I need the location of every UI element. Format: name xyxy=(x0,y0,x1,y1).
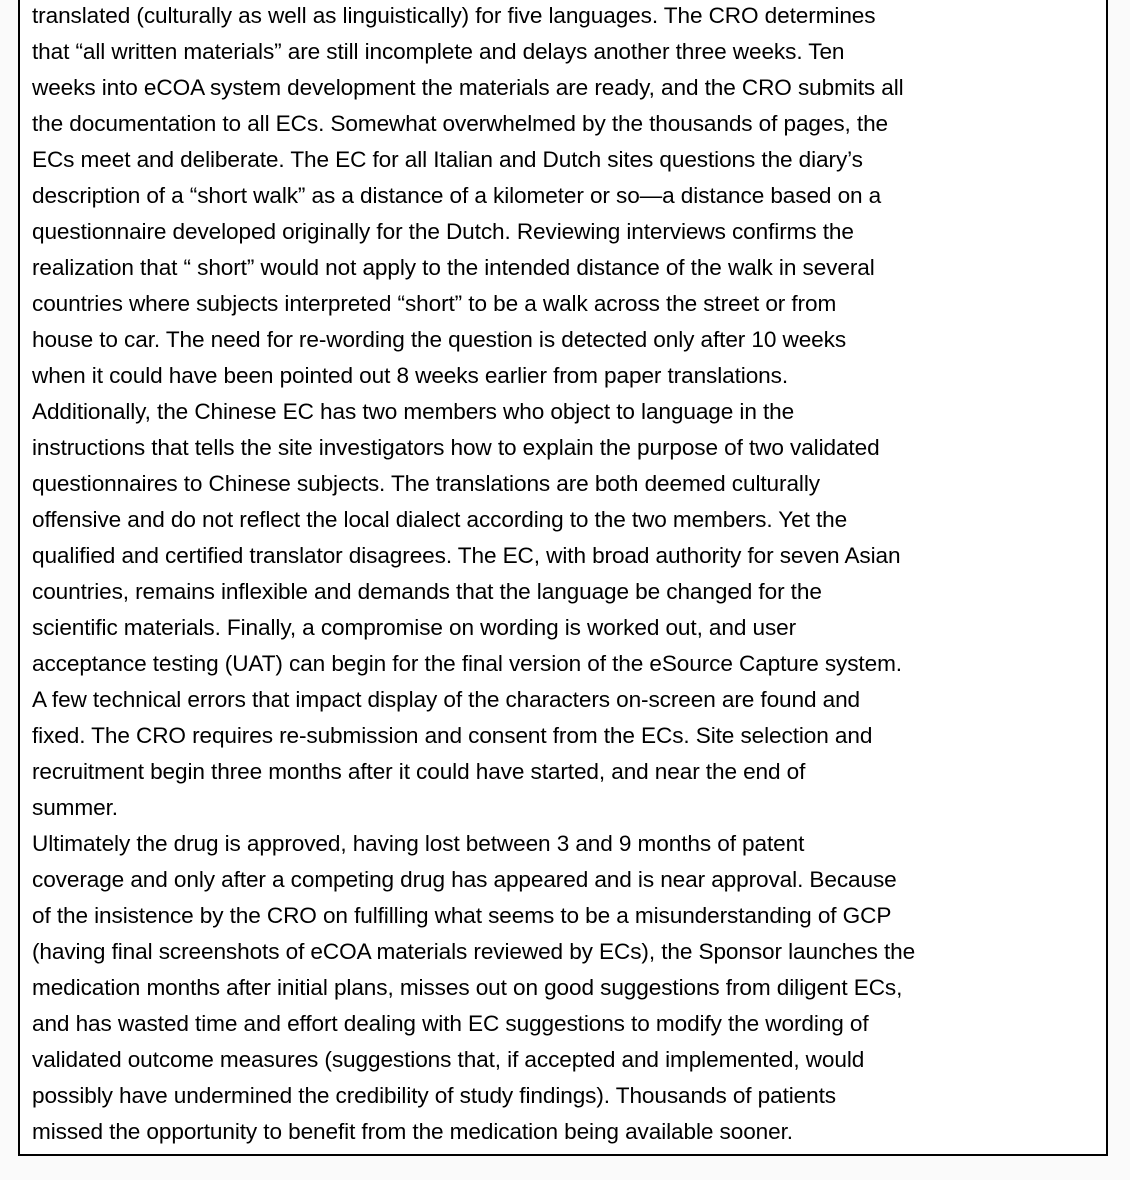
text-line: summer. xyxy=(32,795,118,820)
text-line: missed the opportunity to benefit from the medication being available sooner. xyxy=(32,1119,793,1144)
text-line: Ultimately the drug is approved, having lost between 3 and 9 months of patent xyxy=(32,831,805,856)
text-line: countries where subjects interpreted “short” to be a walk across the street or from xyxy=(32,291,837,316)
text-line: possibly have undermined the credibility of study findings). Thousands of patients xyxy=(32,1083,836,1108)
text-line: translated (culturally as well as linguistically) for five languages. The CRO determines xyxy=(32,3,876,28)
text-line: countries, remains inflexible and demands that the language be changed for the xyxy=(32,579,822,604)
text-line: and has wasted time and effort dealing with EC suggestions to modify the wording of xyxy=(32,1011,869,1036)
text-line: acceptance testing (UAT) can begin for the final version of the eSource Capture system. xyxy=(32,651,902,676)
text-line: recruitment begin three months after it could have started, and near the end of xyxy=(32,759,806,784)
text-box xyxy=(18,0,1108,1156)
text-line: fixed. The CRO requires re-submission and consent from the ECs. Site selection and xyxy=(32,723,873,748)
text-line: ECs meet and deliberate. The EC for all Italian and Dutch sites questions the diary’s xyxy=(32,147,863,172)
text-line: coverage and only after a competing drug has appeared and is near approval. Because xyxy=(32,867,897,892)
text-line: that “all written materials” are still incomplete and delays another three weeks. Ten xyxy=(32,39,845,64)
text-line: questionnaires to Chinese subjects. The translations are both deemed culturally xyxy=(32,471,820,496)
text-line: validated outcome measures (suggestions that, if accepted and implemented, would xyxy=(32,1047,865,1072)
text-line: realization that “ short” would not apply to the intended distance of the walk in several xyxy=(32,255,875,280)
text-line: (having final screenshots of eCOA materials reviewed by ECs), the Sponsor launches the xyxy=(32,939,916,964)
text-line: medication months after initial plans, misses out on good suggestions from diligent ECs, xyxy=(32,975,903,1000)
text-line: instructions that tells the site investigators how to explain the purpose of two validated xyxy=(32,435,880,460)
text-line: Additionally, the Chinese EC has two members who object to language in the xyxy=(32,399,795,424)
text-line: offensive and do not reflect the local dialect according to the two members. Yet the xyxy=(32,507,848,532)
text-line: questionnaire developed originally for the Dutch. Reviewing interviews confirms the xyxy=(32,219,854,244)
text-line: house to car. The need for re-wording the question is detected only after 10 weeks xyxy=(32,327,847,352)
text-line: description of a “short walk” as a distance of a kilometer or so—a distance based on a xyxy=(32,183,882,208)
text-line: A few technical errors that impact display of the characters on-screen are found and xyxy=(32,687,861,712)
text-line: scientific materials. Finally, a compromise on wording is worked out, and user xyxy=(32,615,797,640)
text-line: of the insistence by the CRO on fulfilling what seems to be a misunderstanding of GCP xyxy=(32,903,892,928)
text-line: the documentation to all ECs. Somewhat overwhelmed by the thousands of pages, the xyxy=(32,111,889,136)
text-line: weeks into eCOA system development the materials are ready, and the CRO submits all xyxy=(32,75,904,100)
text-line: qualified and certified translator disagrees. The EC, with broad authority for seven Asian xyxy=(32,543,901,568)
text-line: when it could have been pointed out 8 weeks earlier from paper translations. xyxy=(32,363,789,388)
